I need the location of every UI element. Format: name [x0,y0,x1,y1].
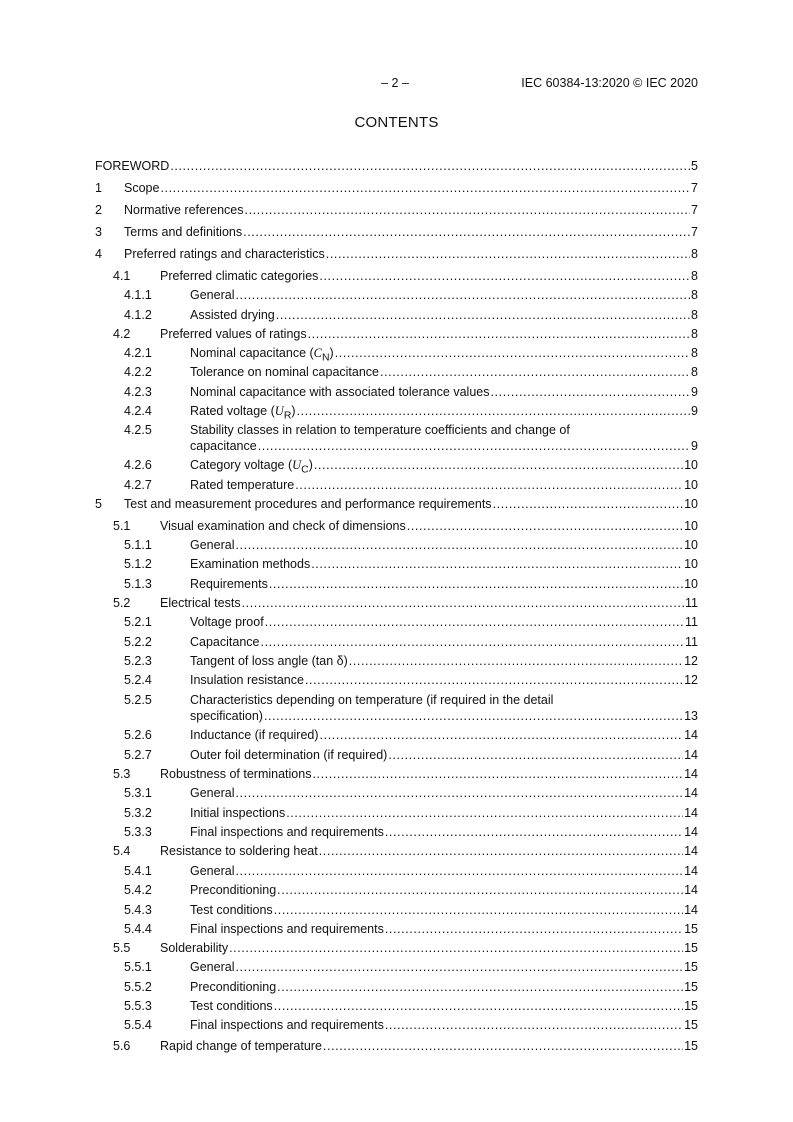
toc-entry-page: 8 [691,365,698,379]
toc-entry-number: 5.6 [113,1039,131,1053]
toc-entry-text: Voltage proof [190,615,264,629]
leader-dots [320,727,684,743]
toc-entry[interactable] [95,364,698,380]
leader-dots [235,287,690,303]
leader-dots [235,959,683,975]
toc-entry[interactable] [95,477,698,493]
leader-dots [295,477,683,493]
toc-entry-page: 8 [691,288,698,302]
leader-dots [349,653,683,669]
toc-entry-text: Final inspections and requirements [190,922,384,936]
toc-entry-page: 8 [691,308,698,322]
leader-dots [269,576,683,592]
toc-entry-number: 5.1 [113,519,131,533]
toc-entry-page: 10 [684,519,698,533]
leader-dots [245,202,691,218]
toc-entry-text: Outer foil determination (if required) [190,748,388,762]
toc-entry[interactable] [95,496,698,512]
toc-entry-page: 15 [684,960,698,974]
toc-entry[interactable] [95,595,698,611]
toc-entry[interactable] [95,653,698,669]
toc-entry-foreword[interactable] [95,158,698,174]
toc-entry-number: 5.2.2 [124,635,152,649]
toc-entry-text: Visual examination and check of dimensions [160,519,406,533]
toc-entry-number: 5.3.1 [124,786,152,800]
toc-entry-number: 5.2.7 [124,748,152,762]
toc-entry-text: Robustness of terminations [160,767,312,781]
toc-entry[interactable] [95,1038,698,1054]
toc-entry-number: 5.5.2 [124,980,152,994]
toc-entry[interactable] [95,959,698,975]
toc-entry[interactable] [95,345,698,364]
toc-entry-text: Nominal capacitance $(C_N)$ [190,346,334,364]
toc-entry-number: 5.3.2 [124,806,152,820]
toc-entry-number: 5.5.3 [124,999,152,1013]
leader-dots [323,1038,683,1054]
toc-entry-text-continued: capacitance [190,439,257,453]
toc-entry-number: 5.5.1 [124,960,152,974]
toc-entry-text: Tangent of loss angle (tan δ) [190,654,348,668]
toc-entry-text: FOREWORD [95,159,170,173]
toc-entry[interactable] [95,307,698,323]
leader-dots [242,595,684,611]
toc-entry-page: 7 [691,225,698,239]
toc-entry[interactable] [95,747,698,763]
toc-entry-page: 14 [684,844,698,858]
toc-entry-page: 15 [684,1039,698,1053]
toc-entry-number: 5.3 [113,767,131,781]
toc-entry-page: 7 [691,203,698,217]
symbol-voltage: U [292,458,302,472]
toc-entry[interactable] [95,422,698,456]
toc-entry[interactable] [95,863,698,879]
toc-entry-text: Stability classes in relation to temperature coefficients and change of [190,423,570,437]
toc-entry[interactable] [95,202,698,218]
toc-entry[interactable] [95,766,698,782]
toc-entry-number: 5.4.1 [124,864,152,878]
toc-entry[interactable] [95,287,698,303]
toc-entry-page: 7 [691,181,698,195]
toc-entry-text: Electrical tests [160,596,241,610]
toc-entry-page: 14 [684,728,698,742]
toc-entry-page: 14 [684,825,698,839]
toc-entry-text: Examination methods [190,557,311,571]
toc-entry-page: 5 [691,159,698,173]
leader-dots [264,708,683,724]
toc-entry-number: 4.1.2 [124,308,152,322]
toc-entry-number: 5 [95,497,102,511]
toc-entry-page: 10 [684,497,698,511]
toc-entry-number: 4.2.4 [124,404,152,418]
toc-entry[interactable] [95,805,698,821]
toc-entry-number: 4.1 [113,269,131,283]
toc-entry-text-continued: specification) [190,709,263,723]
toc-entry-text: Normative references [124,203,244,217]
leader-dots [490,384,690,400]
leader-dots [326,246,690,262]
toc-entry-text: Insulation resistance [190,673,304,687]
toc-entry[interactable] [95,785,698,801]
toc-entry-number: 5.4.3 [124,903,152,917]
toc-entry-text: General [190,864,235,878]
toc-entry-number: 5.1.3 [124,577,152,591]
toc-entry-page: 14 [684,786,698,800]
toc-entry-text: Preconditioning [190,980,277,994]
toc-entry-text: Rated voltage $(U_R)$ [190,404,296,422]
leader-dots [385,824,683,840]
leader-dots [235,785,683,801]
toc-entry-number: 5.2.4 [124,673,152,687]
toc-entry-page: 8 [691,269,698,283]
leader-dots [305,672,683,688]
toc-entry-number: 4.2.2 [124,365,152,379]
leader-dots [388,747,683,763]
contents-title: CONTENTS [354,114,439,131]
toc-entry[interactable] [95,843,698,859]
toc-entry-text: Test and measurement procedures and performance requirements [124,497,492,511]
toc-entry-number: 5.5.4 [124,1018,152,1032]
toc-entry-page: 9 [691,404,698,418]
leader-dots [380,364,690,380]
toc-entry-page: 11 [685,596,698,610]
leader-dots [274,902,683,918]
leader-dots [319,843,683,859]
toc-entry-page: 10 [684,538,698,552]
toc-entry[interactable] [95,326,698,342]
toc-entry-text: Scope [124,181,160,195]
toc-entry-number: 4.2.1 [124,346,152,360]
leader-dots [335,345,690,361]
leader-dots [277,979,683,995]
toc-entry-number: 4.2 [113,327,131,341]
toc-entry-text: Preconditioning [190,883,277,897]
toc-entry-text: Preferred ratings and characteristics [124,247,325,261]
toc-entry[interactable] [95,902,698,918]
toc-entry-number: 2 [95,203,102,217]
toc-entry-text: Nominal capacitance with associated tolerance values [190,385,490,399]
toc-entry-text: Initial inspections [190,806,286,820]
leader-dots [311,556,683,572]
leader-dots [261,634,685,650]
toc-entry-number: 5.4 [113,844,131,858]
toc-entry-page: 15 [684,999,698,1013]
symbol-capacitance: C [313,346,323,360]
toc-entry[interactable] [95,1017,698,1033]
toc-entry[interactable] [95,824,698,840]
toc-entry[interactable] [95,403,698,422]
toc-entry[interactable] [95,384,698,400]
toc-entry-text: Requirements [190,577,268,591]
toc-entry-page: 10 [684,478,698,492]
page-header [0,76,793,92]
leader-dots [308,326,690,342]
toc-entry-page: 12 [684,654,698,668]
toc-entry-number: 5.2 [113,596,131,610]
toc-entry-number: 5.1.1 [124,538,152,552]
toc-entry[interactable] [95,634,698,650]
toc-entry-number: 5.1.2 [124,557,152,571]
leader-dots [297,403,691,419]
toc-entry-text: Preferred values of ratings [160,327,307,341]
leader-dots [160,180,690,196]
toc-entry-page: 8 [691,327,698,341]
toc-entry[interactable] [95,576,698,592]
toc-entry-text: Solderability [160,941,229,955]
symbol-voltage: U [274,404,284,418]
toc-entry-text: Rapid change of temperature [160,1039,322,1053]
toc-entry-text: Test conditions [190,903,273,917]
toc-entry-text: Characteristics depending on temperature (if required in the detail [190,693,554,707]
leader-dots [277,882,683,898]
toc-entry-page: 15 [684,980,698,994]
toc-entry-text: Final inspections and requirements [190,1018,384,1032]
toc-entry[interactable] [95,692,698,726]
leader-dots [319,268,690,284]
toc-entry-page: 14 [684,903,698,917]
leader-dots [235,537,683,553]
toc-entry[interactable] [95,180,698,196]
toc-entry-text: General [190,288,235,302]
toc-entry-page: 15 [684,922,698,936]
toc-entry[interactable] [95,268,698,284]
leader-dots [286,805,683,821]
toc-entry[interactable] [95,979,698,995]
toc-entry-number: 5.2.6 [124,728,152,742]
toc-entry-text: Preferred climatic categories [160,269,319,283]
toc-entry-number: 5.2.1 [124,615,152,629]
toc-entry[interactable] [95,940,698,956]
toc-entry-number: 4.2.6 [124,458,152,472]
toc-entry[interactable] [95,614,698,630]
toc-entry[interactable] [95,882,698,898]
toc-entry-text: General [190,960,235,974]
page-number: – 2 – [381,76,409,90]
toc-entry-page: 11 [685,615,698,629]
toc-entry-page: 14 [684,864,698,878]
toc-entry-text: Final inspections and requirements [190,825,384,839]
toc-entry-page: 10 [684,557,698,571]
toc-entry-page: 9 [691,439,698,453]
leader-dots [274,998,683,1014]
toc-entry-number: 5.4.4 [124,922,152,936]
toc-entry-page: 9 [691,385,698,399]
leader-dots [385,1017,683,1033]
toc-entry-number: 4.2.3 [124,385,152,399]
toc-entry-page: 15 [684,1018,698,1032]
toc-entry-text: General [190,786,235,800]
toc-entry-number: 5.5 [113,941,131,955]
leader-dots [314,457,683,473]
leader-dots [493,496,684,512]
toc-entry[interactable] [95,672,698,688]
leader-dots [312,766,683,782]
toc-entry-text: General [190,538,235,552]
toc-entry-page: 8 [691,247,698,261]
leader-dots [243,224,690,240]
toc-entry-number: 3 [95,225,102,239]
toc-entry-number: 5.2.5 [124,693,152,707]
leader-dots [229,940,683,956]
toc-entry[interactable] [95,921,698,937]
toc-entry-number: 4.2.7 [124,478,152,492]
toc-entry-page: 14 [684,883,698,897]
toc-entry-text: Terms and definitions [124,225,243,239]
toc-entry-page: 10 [684,458,698,472]
toc-entry[interactable] [95,457,698,476]
toc-entry[interactable] [95,537,698,553]
toc-entry-page: 8 [691,346,698,360]
toc-entry-page: 12 [684,673,698,687]
toc-entry-page: 14 [684,767,698,781]
toc-entry-page: 13 [684,709,698,723]
leader-dots [407,518,683,534]
toc-entry[interactable] [95,224,698,240]
toc-entry-number: 5.3.3 [124,825,152,839]
leader-dots [276,307,690,323]
toc-entry-page: 11 [685,635,698,649]
toc-entry-text: Test conditions [190,999,273,1013]
toc-entry-page: 10 [684,577,698,591]
toc-entry-text: Inductance (if required) [190,728,319,742]
toc-entry-page: 15 [684,941,698,955]
toc-entry-text: Rated temperature [190,478,295,492]
toc-entry-text: Tolerance on nominal capacitance [190,365,380,379]
toc-entry[interactable] [95,998,698,1014]
toc-entry-number: 4.2.5 [124,423,152,437]
toc-entry-number: 5.2.3 [124,654,152,668]
toc-entry-page: 14 [684,806,698,820]
toc-entry-number: 5.4.2 [124,883,152,897]
toc-entry-text: Assisted drying [190,308,275,322]
toc-entry-text: Capacitance [190,635,260,649]
leader-dots [265,614,684,630]
toc-entry-number: 1 [95,181,102,195]
toc-entry-text: Resistance to soldering heat [160,844,318,858]
document-reference: IEC 60384-13:2020 © IEC 2020 [521,76,698,90]
toc-entry-text: Category voltage $(U_C)$ [190,458,313,476]
toc-entry-number: 4.1.1 [124,288,152,302]
toc-entry[interactable] [95,518,698,534]
toc-entry[interactable] [95,556,698,572]
leader-dots [170,158,690,174]
toc-entry-page: 14 [684,748,698,762]
toc-entry[interactable] [95,727,698,743]
leader-dots [385,921,683,937]
leader-dots [235,863,683,879]
leader-dots [258,438,690,454]
toc-entry[interactable] [95,246,698,262]
toc-entry-number: 4 [95,247,102,261]
